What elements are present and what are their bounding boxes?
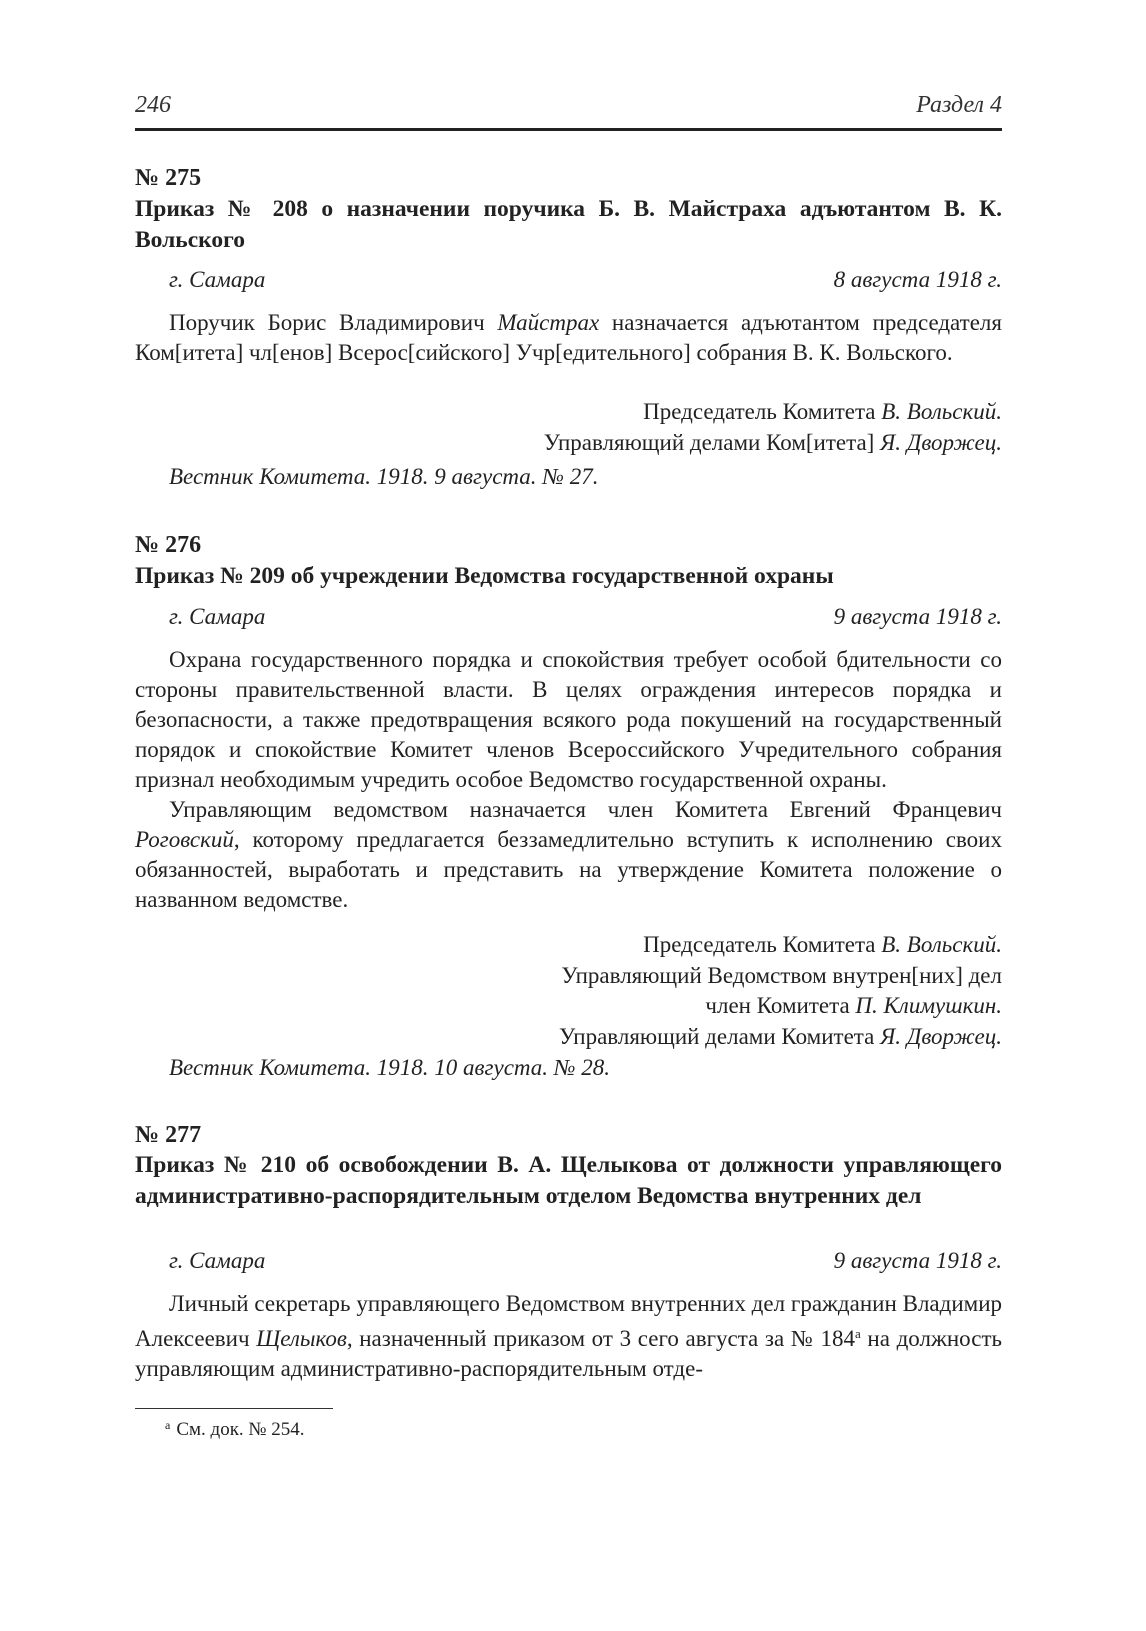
paragraph: Личный секретарь управляющего Ведомством внутренних дел гражданин Владимир Алексеевич Щелыков, назначенный приказом от 3 сего августа за № 184$^а$ на должность управляющим административно-распорядительным отде- [135,1291,1002,1381]
footnote-rule [135,1408,333,1409]
paragraph: Управляющим ведомством назначается член Комитета Евгений Францевич Роговский, которому предлагается беззамедлительно вступить к исполнению своих обязанностей, выработать и представить на утверждение Комитета положение о названном ведомстве. [135,797,1002,912]
running-head [135,86,1002,126]
source-citation: Вестник Комитета. 1918. 9 августа. № 27. [169,464,599,489]
signature-line: Управляющий Ведомством внутрен[них] дел [561,962,1002,988]
signature-line: Управляющий делами Комитета Я. Дворжец. [559,1023,1002,1049]
document-number: № 276 [135,532,202,558]
document-title: Приказ № 210 об освобождении В. А. Щелыкова от должности управляющего административно-распорядительным отделом Ведомства внутренних дел [135,1152,1002,1209]
document-body [135,308,1002,368]
date: 8 августа 1918 г. [833,267,1002,292]
signature-line: член Комитета П. Климушкин. [705,993,1002,1018]
document-title: Приказ № 209 об учреждении Ведомства государственной охраны [135,563,834,589]
document-number: № 275 [135,165,202,191]
signature-line: Управляющий делами Ком[итета] Я. Дворжец. [543,429,1002,455]
signatures [135,930,1002,1052]
footnote-mark: а [165,1418,171,1432]
section-title: Раздел 4 [916,92,1002,118]
signature-line: Председатель Комитета В. Вольский. [643,399,1002,424]
document-body [135,645,1002,915]
person-name: Роговский [135,827,234,852]
date: 9 августа 1918 г. [833,604,1002,629]
signatures [135,397,1002,458]
document-body [135,1289,1002,1384]
footnote-text: См. док. № 254. [176,1419,305,1440]
document-number: № 277 [135,1122,202,1148]
paragraph: Поручик Борис Владимирович Майстрах назначается адъютантом председателя Ком[итета] чл[енов] Всерос[сийского] Учр[едительного] собрания В. К. Вольского. [135,310,1002,365]
document-title: Приказ № 208 о назначении поручика Б. В. Майстраха адъютантом В. К. Вольского [135,196,1002,253]
page-number: 246 [135,92,171,118]
place: г. Самара [169,604,266,629]
signature-line: Председатель Комитета В. Вольский. [643,932,1002,957]
date: 9 августа 1918 г. [833,1248,1002,1273]
person-name: Майстрах [497,310,600,335]
footnote [165,1412,305,1443]
place: г. Самара [169,1248,266,1273]
header-rule [135,128,1002,131]
person-name: Щелыков [256,1326,347,1351]
place: г. Самара [169,267,266,292]
paragraph: Охрана государственного порядка и спокойствия требует особой бдительности со стороны правительственной власти. В целях ограждения интересов порядка и безопасности, а также предотвращения всякого рода покушений на государственный порядок и спокойствие Комитет членов Всероссийского Учредительного собрания признал необходимым учредить особое Ведомство государственной охраны. [135,647,1002,792]
source-citation: Вестник Комитета. 1918. 10 августа. № 28. [169,1055,610,1080]
footnote-reference[interactable]: а [854,1326,861,1341]
